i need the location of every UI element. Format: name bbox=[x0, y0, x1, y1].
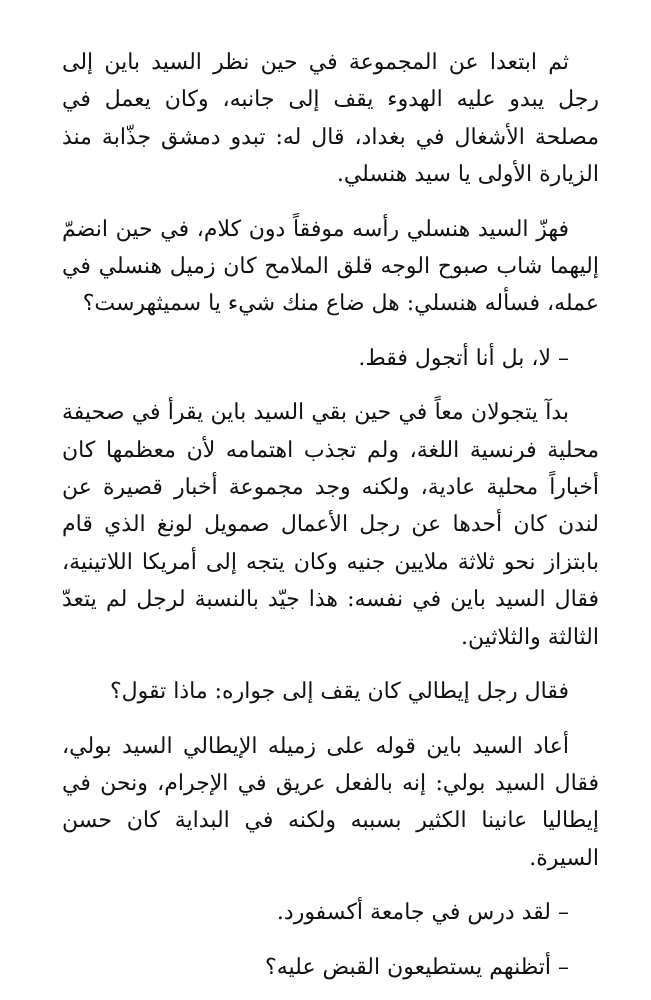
paragraph-4: فقال رجل إيطالي كان يقف إلى جواره: ماذا تقول؟ bbox=[109, 679, 569, 705]
paragraph-1: ثم ابتعدا عن المجموعة في حين نظر السيد باين إلى رجل يبدو عليه الهدوء يقف إلى جانبه، وكان يعمل في مصلحة الأشغال في بغداد، قال له: تبدو دمشق جذّابة منذ الزيارة الأولى يا سيد هنسلي. bbox=[62, 50, 599, 188]
paragraph-3: بدآ يتجولان معاً في حين بقي السيد باين يقرأ في صحيفة محلية فرنسية اللغة، ولم تجذب اهتمامه لأن معظمها كان أخباراً محلية عادية، ولكنه وجد مجموعة أخبار قصيرة عن لندن كان أحدها عن رجل الأعمال صمويل لونغ الذي قام بابتزاز نحو ثلاثة ملايين جنيه وكان يتجه إلى أمريكا اللاتينية، فقال السيد باين في نفسه: هذا جيّد بالنسبة لرجل لم يتعدّ الثالثة والثلاثين. bbox=[62, 400, 599, 650]
dialogue-line-1: – لا، بل أنا أتجول فقط. bbox=[358, 345, 569, 371]
dialogue-line-3: – أتظنهم يستطيعون القبض عليه؟ bbox=[265, 954, 569, 980]
paragraph-5: أعاد السيد باين قوله على زميله الإيطالي السيد بولي، فقال السيد بولي: إنه بالفعل عريق في الإجرام، ونحن في إيطاليا عانينا الكثير بسببه ولكنه في البداية كان حسن السيرة. bbox=[62, 733, 599, 871]
paragraph-2: فهزّ السيد هنسلي رأسه موفقاً دون كلام، في حين انضمّ إليهما شاب صبوح الوجه قلق الملامح كان زميل هنسلي في عمله، فسأله هنسلي: هل ضاع منك شيء يا سميثهرست؟ bbox=[62, 216, 599, 317]
dialogue-line-2: – لقد درس في جامعة أكسفورد. bbox=[276, 900, 569, 926]
